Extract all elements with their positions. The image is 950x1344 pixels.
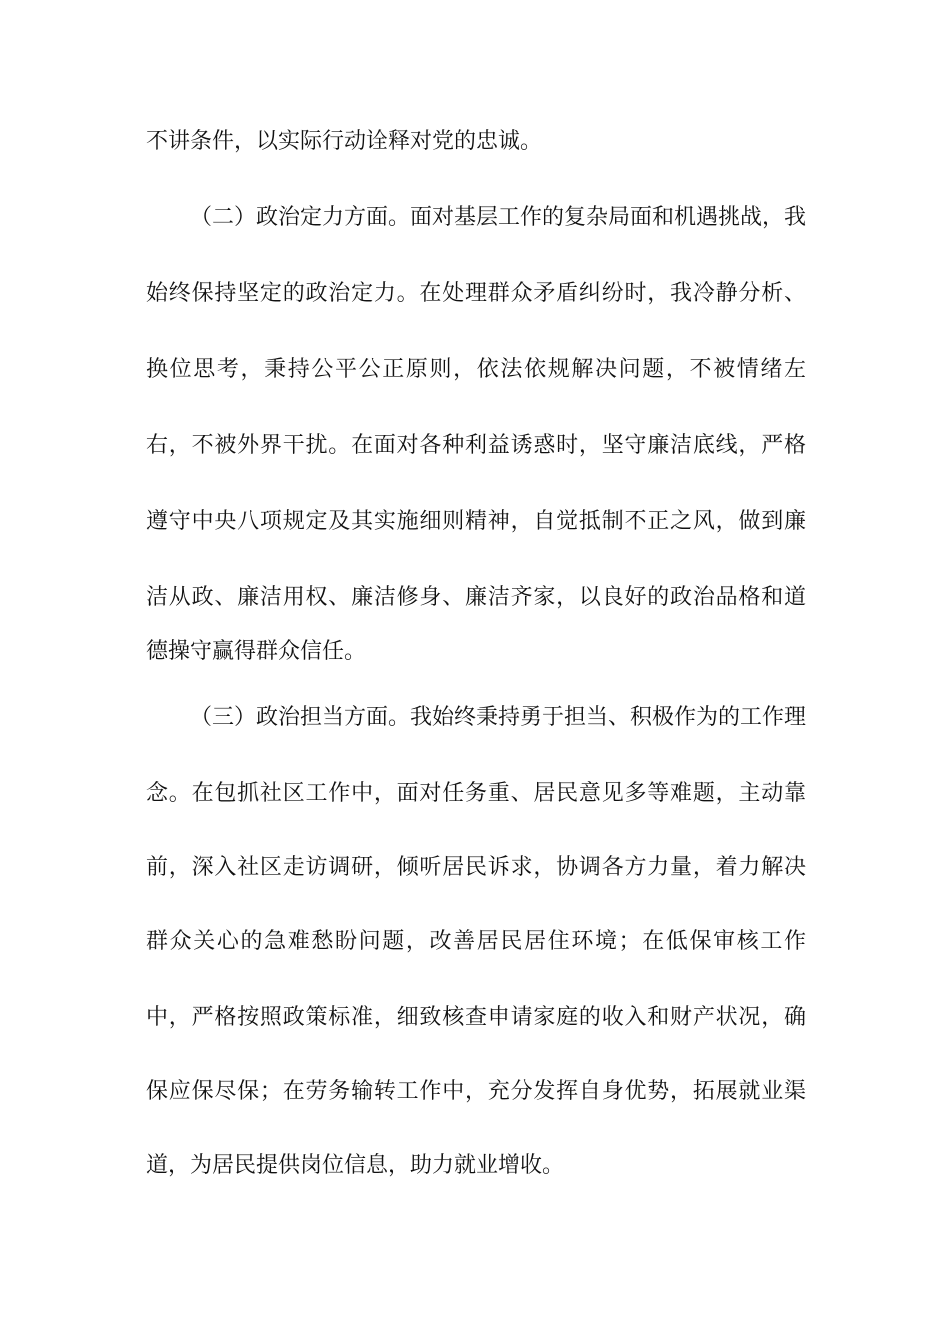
text-line: 中，严格按照政策标准，细致核查申请家庭的收入和财产状况，确: [146, 1005, 806, 1030]
section-heading-line: （三）政治担当方面。我始终秉持勇于担当、积极作为的工作理: [190, 705, 807, 730]
text-line: 右，不被外界干扰。在面对各种利益诱惑时，坚守廉洁底线，严格: [146, 433, 806, 458]
text-line: 德操守赢得群众信任。: [146, 639, 367, 664]
text-line: 遵守中央八项规定及其实施细则精神，自觉抵制不正之风，做到廉: [146, 509, 806, 534]
text-line: 前，深入社区走访调研，倾听居民诉求，协调各方力量，着力解决: [146, 855, 806, 880]
text-line: 保应保尽保；在劳务输转工作中，充分发挥自身优势，拓展就业渠: [146, 1079, 806, 1104]
text-line: 念。在包抓社区工作中，面对任务重、居民意见多等难题，主动靠: [146, 781, 806, 806]
section-heading-line: （二）政治定力方面。面对基层工作的复杂局面和机遇挑战，我: [190, 205, 807, 230]
text-line: 始终保持坚定的政治定力。在处理群众矛盾纠纷时，我冷静分析、: [146, 281, 806, 306]
text-line: 道，为居民提供岗位信息，助力就业增收。: [146, 1153, 565, 1178]
text-line: 洁从政、廉洁用权、廉洁修身、廉洁齐家，以良好的政治品格和道: [146, 585, 806, 610]
text-line: 群众关心的急难愁盼问题，改善居民居住环境；在低保审核工作: [146, 929, 806, 954]
text-line: 不讲条件，以实际行动诠释对党的忠诚。: [146, 129, 543, 154]
text-line: 换位思考，秉持公平公正原则，依法依规解决问题，不被情绪左: [146, 357, 806, 382]
